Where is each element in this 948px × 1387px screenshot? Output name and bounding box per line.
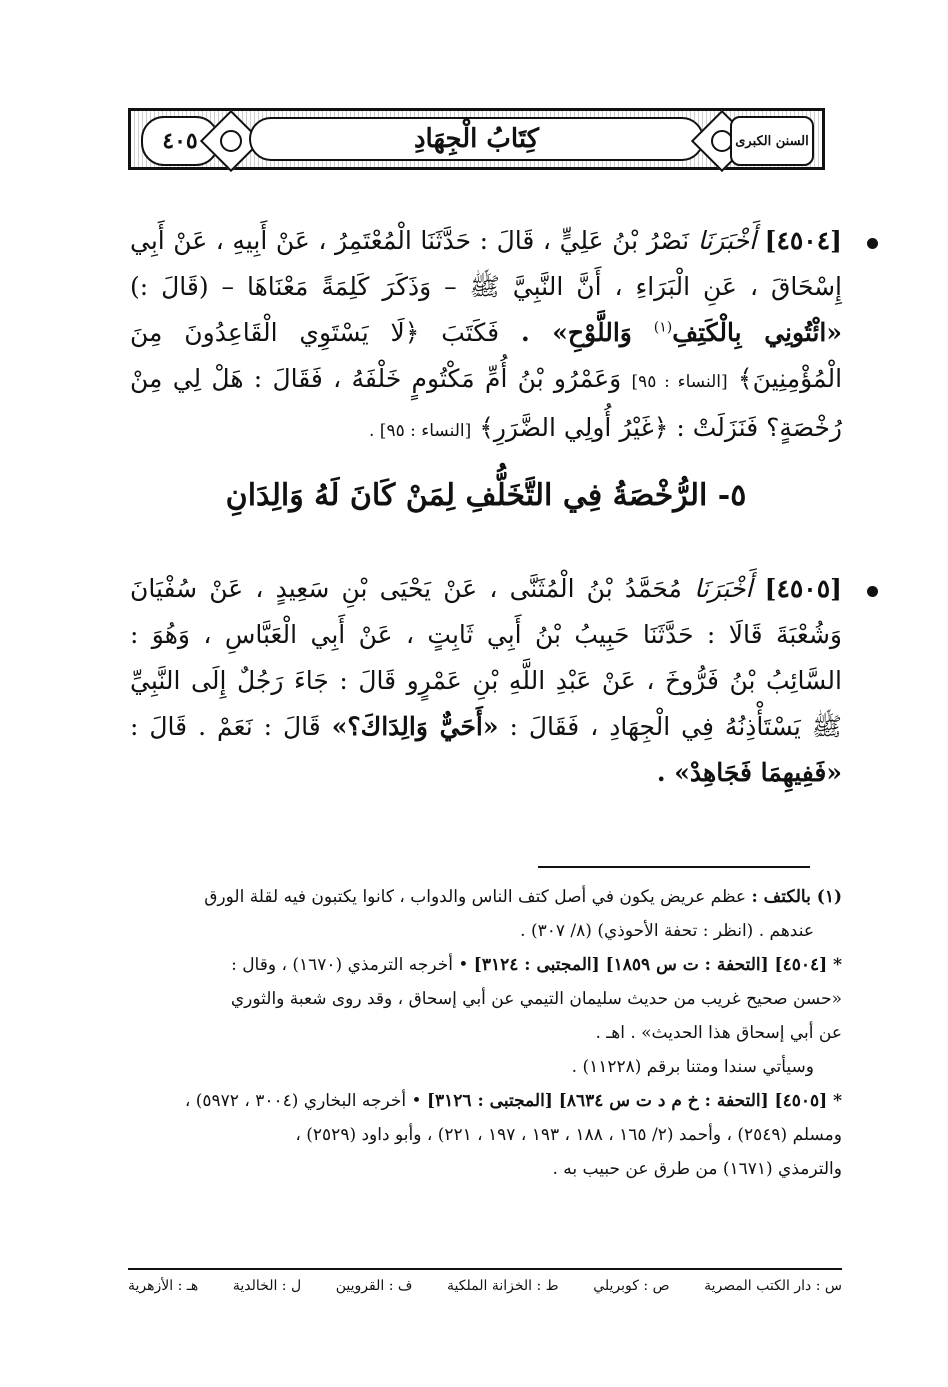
prophetic-quote: «ائْتُونِي بِالْكَتِفِ xyxy=(672,318,842,347)
siglum: ف : القرويين xyxy=(335,1278,413,1294)
hadith-text: نَصْرُ بْنُ عَلِيٍّ ، قَالَ : حَدَّثَنَا الْمُعْتَمِرُ ، عَنْ أَبِيهِ ، عَنْ أَبِي إِسْحَاقَ ، xyxy=(130,226,842,301)
takhrij-line: عن أبي إسحاق هذا الحديث» . اهـ . xyxy=(595,1023,842,1043)
siglum: س : دار الكتب المصرية xyxy=(704,1278,842,1294)
chapter-title: كِتَابُ الْجِهَادِ xyxy=(413,124,540,154)
hadith-4504 xyxy=(130,218,842,454)
footnote-text-line: عندهم . (انظر : تحفة الأحوذي) (٨/ ٣٠٧) . xyxy=(520,921,814,941)
hadith-4505 xyxy=(130,566,842,796)
hadith-text: قَالَا : حَدَّثَنَا حَبِيبُ بْنُ أَبِي ثَابِتٍ ، عَنْ أَبِي الْعَبَّاسِ ، وَهُوَ : السَّائِبُ بْنُ فَرُّوخَ ، xyxy=(130,620,842,695)
takhrij-head: * [٤٥٠٤] [التحفة : ت س ١٨٥٩] [المجتبى : ٣١٢٤] xyxy=(473,955,842,975)
takhrij-line: والترمذي (١٦٧١) من طرق عن حبيب به . xyxy=(552,1159,842,1179)
hadith-text: قَالَ : نَعَمْ . قَالَ : xyxy=(130,712,321,741)
hadith-text: وَعَمْرُو بْنُ أُمِّ xyxy=(484,364,622,393)
hadith-text: عَنِ الْبَرَاءِ ، أَنَّ النَّبِيَّ ﷺ – وَذَكَرَ كَلِمَةً مَعْنَاهَا – (قَالَ :) xyxy=(130,272,737,301)
footnote-text: عظم عريض يكون في أصل كتف الناس والدواب ، كانوا يكتبون فيه لقلة الورق xyxy=(204,887,747,907)
sigla-divider xyxy=(128,1268,842,1270)
verse-reference: [النساء : ٩٥] . xyxy=(368,421,472,441)
footnote-ref[interactable]: (١) xyxy=(653,319,673,336)
prophetic-quote: «أَحَيٌّ وَالِدَاكَ؟» xyxy=(331,712,499,741)
bullet-icon xyxy=(867,238,878,249)
takhrij-text: • أخرجه البخاري (٣٠٠٤ ، ٥٩٧٢) ، xyxy=(184,1091,422,1111)
footnote-divider xyxy=(538,866,810,868)
takhrij-line: وسيأتي سندا ومتنا برقم (١١٢٢٨) . xyxy=(571,1057,814,1077)
footnote-1 xyxy=(128,880,842,914)
manuscript-sigla xyxy=(128,1274,842,1298)
takhrij-4505 xyxy=(128,1084,842,1118)
hadith-text: عَنْ عَبْدِ اللَّهِ بْنِ عَمْرٍو قَالَ : جَاءَ رَجُلٌ إِلَى النَّبِيِّ ﷺ يَسْتَأْذِنُهُ فِي الْجِهَادِ ، xyxy=(130,666,842,741)
chapter-title-frame xyxy=(249,117,704,161)
page-header xyxy=(128,108,825,170)
verse-reference: [النساء : ٩٥] xyxy=(631,372,728,392)
quran-verse: ﴿لَا يَسْتَوِي الْقَاعِدُونَ مِنَ الْمُؤْمِنِينَ﴾ xyxy=(130,318,843,393)
bullet-icon xyxy=(867,586,878,597)
takhrij-head: * [٤٥٠٥] [التحفة : خ م د ت س ٨٦٣٤] [المجتبى : ٣١٢٦] xyxy=(426,1091,842,1111)
siglum: ل : الخالدية xyxy=(232,1278,302,1294)
footnote-label: (١) بالكتف : xyxy=(751,887,842,907)
prophetic-quote: «فَفِيهِمَا فَجَاهِدْ» . xyxy=(656,758,842,787)
takhrij-4504 xyxy=(128,948,842,982)
page-number: ٤٠٥ xyxy=(162,128,198,154)
siglum: ص : كوبريلي xyxy=(593,1278,670,1294)
hadith-text: فَكَتَبَ xyxy=(441,318,500,347)
hadith-text: مُحَمَّدُ بْنُ الْمُثَنَّى ، عَنْ يَحْيَى بْنِ سَعِيدٍ ، عَنْ سُفْيَانَ وَشُعْبَةَ xyxy=(130,574,842,649)
akhbarana-word: أَخْبَرَنَا xyxy=(697,226,757,255)
hadith-text: مَكْتُومٍ خَلْفَهُ ، فَقَالَ : هَلْ لِي مِنْ رُخْصَةٍ؟ فَنَزَلَتْ : xyxy=(130,364,842,442)
takhrij-text: • أخرجه الترمذي (١٦٧٠) ، وقال : xyxy=(231,955,469,975)
takhrij-line: «حسن صحيح غريب من حديث سليمان التيمي عن أبي إسحاق ، وقد روى شعبة والثوري xyxy=(230,989,842,1009)
section-title: ٥- الرُّخْصَةُ فِي التَّخَلُّفِ لِمَنْ كَانَ لَهُ وَالِدَانِ xyxy=(225,478,747,513)
footnotes xyxy=(128,880,842,1186)
siglum: هـ : الأزهرية xyxy=(128,1278,199,1294)
siglum: ط : الخزانة الملكية xyxy=(447,1278,559,1294)
book-logo xyxy=(730,116,814,166)
takhrij-line: ومسلم (٢٥٤٩) ، وأحمد (٢/ ١٦٥ ، ١٨٨ ، ١٩٣ ، ١٩٧ ، ٢٢١) ، وأبو داود (٢٥٢٩) ، xyxy=(295,1125,842,1145)
prophetic-quote: وَاللَّوْحِ» . xyxy=(520,318,632,347)
akhbarana-word: أَخْبَرَنَا xyxy=(694,574,753,603)
hadith-number: [٤٥٠٥] xyxy=(764,574,843,603)
book-logo-text: السنن الكبرى xyxy=(735,133,809,149)
hadith-number: [٤٥٠٤] xyxy=(764,226,842,255)
hadith-text: فَقَالَ : xyxy=(509,712,580,741)
quran-verse: ﴿غَيْرُ أُولِي الضَّرَرِ﴾ xyxy=(479,413,669,442)
